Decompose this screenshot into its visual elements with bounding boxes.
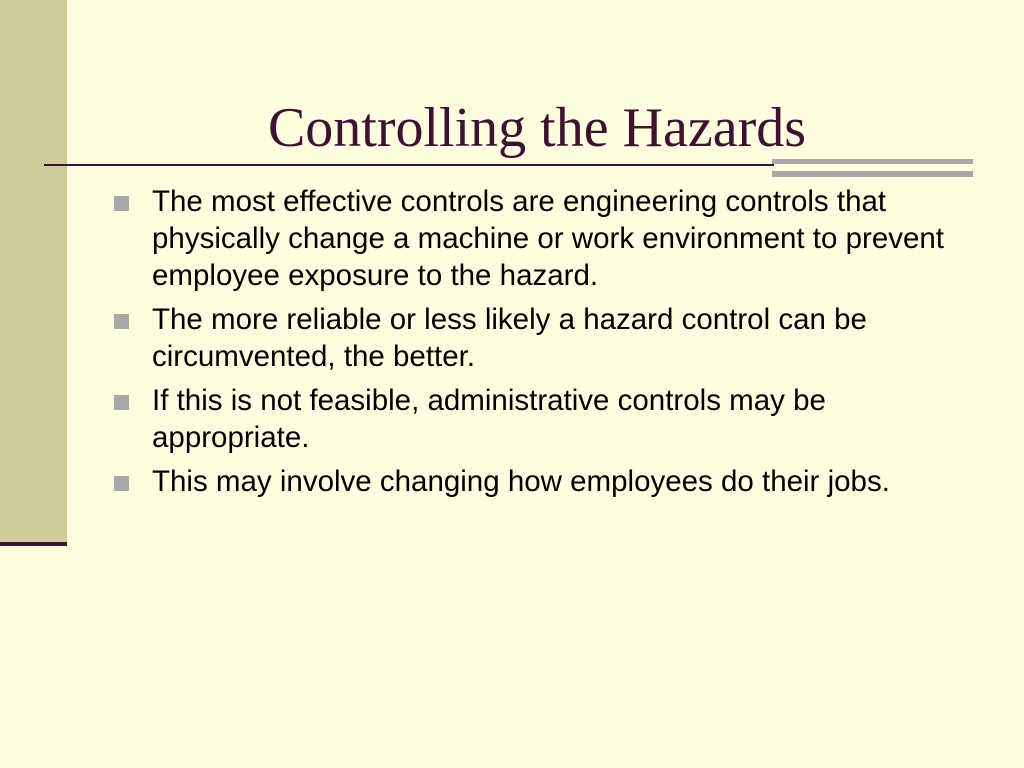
square-bullet-icon: [114, 395, 129, 410]
title-divider-accent-top: [772, 159, 973, 164]
bullet-item: [114, 301, 944, 375]
title-divider-accent-bottom: [772, 171, 973, 177]
bullet-item: [114, 382, 944, 456]
square-bullet-icon: [114, 314, 129, 329]
square-bullet-icon: [114, 476, 129, 491]
bullet-text: If this is not feasible, administrative controls may be appropriate.: [152, 384, 826, 454]
bullet-list: [114, 183, 944, 507]
bullet-text: The most effective controls are engineering controls that physically change a machine or work environment to prevent employee exposure to the hazard.: [152, 185, 944, 292]
bullet-text: The more reliable or less likely a hazard control can be circumvented, the better.: [152, 303, 867, 373]
title-divider-line: [44, 164, 774, 166]
square-bullet-icon: [114, 196, 129, 211]
bullet-item: [114, 183, 944, 294]
bullet-text: This may involve changing how employees do their jobs.: [152, 465, 890, 498]
slide-title: Controlling the Hazards: [267, 97, 807, 159]
bullet-item: [114, 463, 944, 500]
left-accent-underline: [0, 542, 67, 546]
left-accent-bar: [0, 0, 67, 544]
